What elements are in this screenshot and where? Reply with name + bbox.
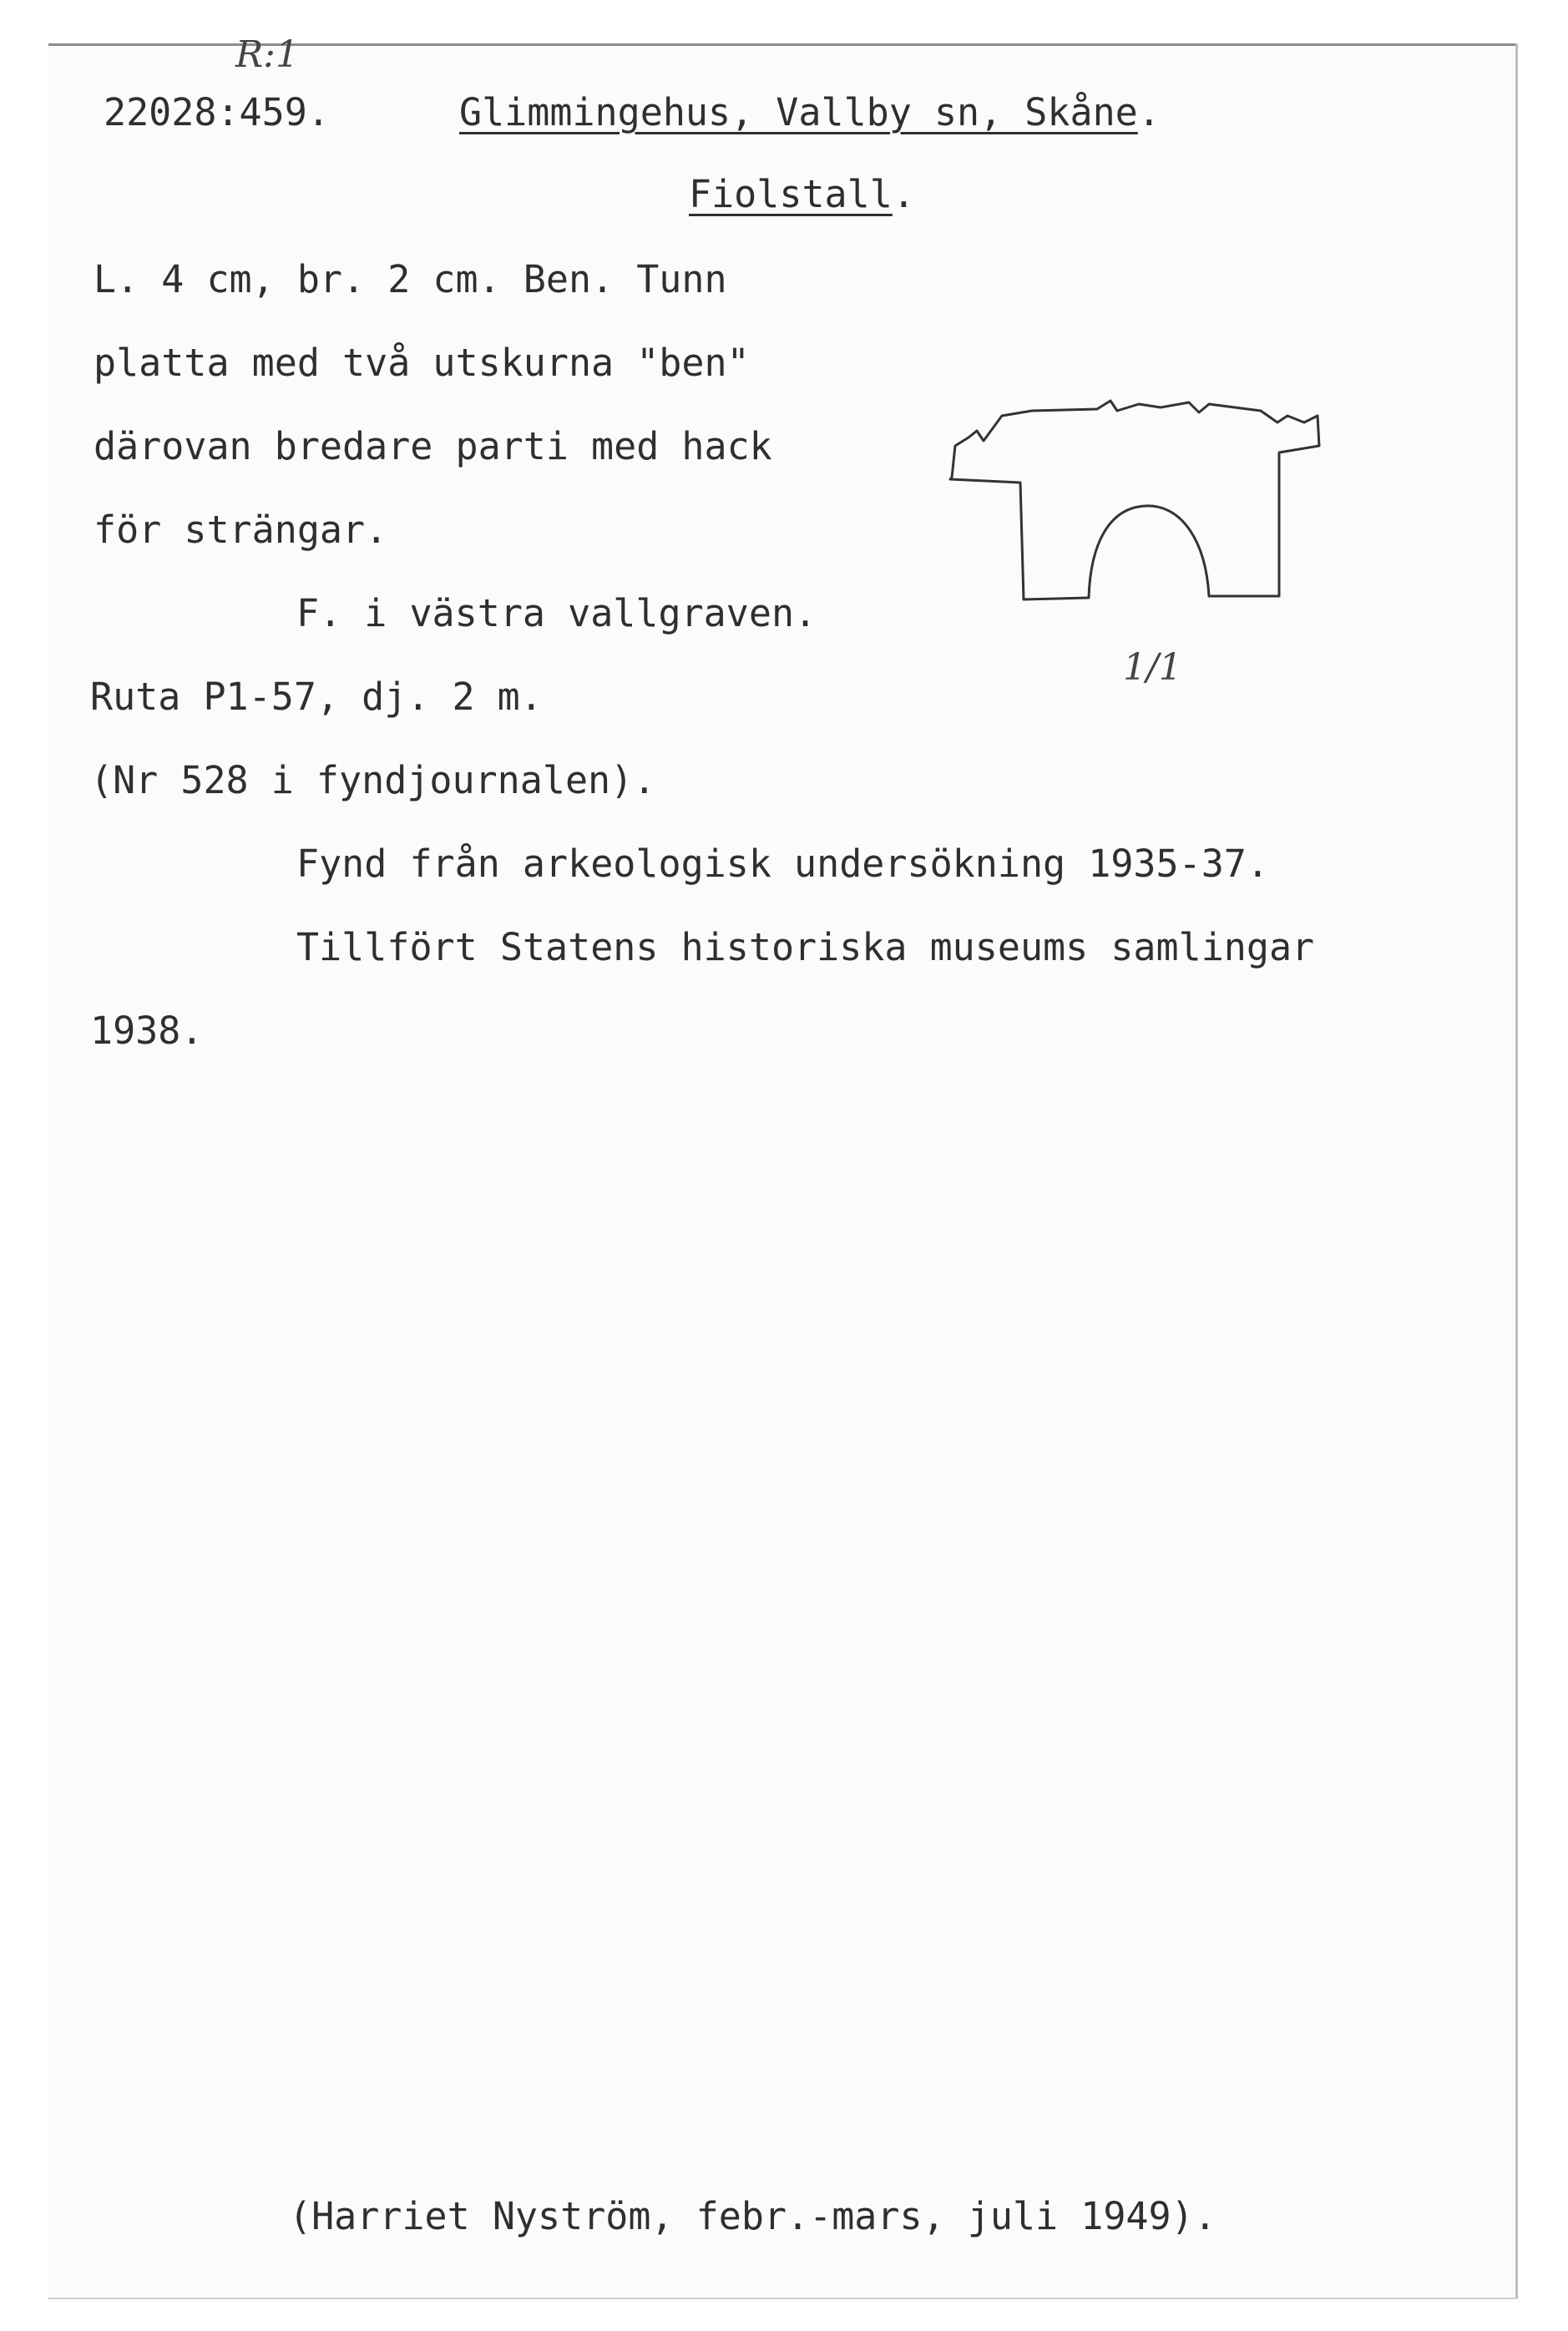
description-line-4: för strängar. — [94, 508, 388, 552]
object-type-heading — [689, 172, 915, 216]
square-depth: Ruta P1-57, dj. 2 m. — [90, 675, 543, 719]
location-period: . — [1137, 90, 1161, 134]
description-line-2: platta med två utskurna "ben" — [94, 341, 750, 385]
shelf-mark: R:1 — [235, 33, 299, 76]
author-signature: (Harriet Nyström, febr.-mars, juli 1949). — [289, 2194, 1216, 2238]
description-line-1: L. 4 cm, br. 2 cm. Ben. Tunn — [94, 257, 727, 301]
transfer-note: Tillfört Statens historiska museums samlingar — [296, 925, 1315, 969]
find-journal: (Nr 528 i fyndjournalen). — [90, 758, 656, 802]
location-heading — [459, 90, 1161, 134]
violin-bridge-outline — [950, 401, 1319, 599]
inventory-number: 22028:459. — [104, 90, 330, 134]
description-line-3: därovan bredare parti med hack — [94, 424, 772, 468]
card-right-edge — [1515, 43, 1518, 2298]
drawing-scale: 1/1 — [1123, 646, 1182, 689]
violin-bridge-drawing — [933, 392, 1334, 618]
find-place: F. i västra vallgraven. — [296, 591, 817, 635]
card-bottom-edge — [48, 2298, 1518, 2299]
object-type-period: . — [892, 172, 915, 216]
object-type: Fiolstall — [689, 172, 893, 216]
transfer-year: 1938. — [90, 1009, 204, 1053]
excavation-note: Fynd från arkeologisk undersökning 1935-37. — [296, 842, 1269, 886]
location: Glimmingehus, Vallby sn, Skåne — [459, 90, 1138, 134]
